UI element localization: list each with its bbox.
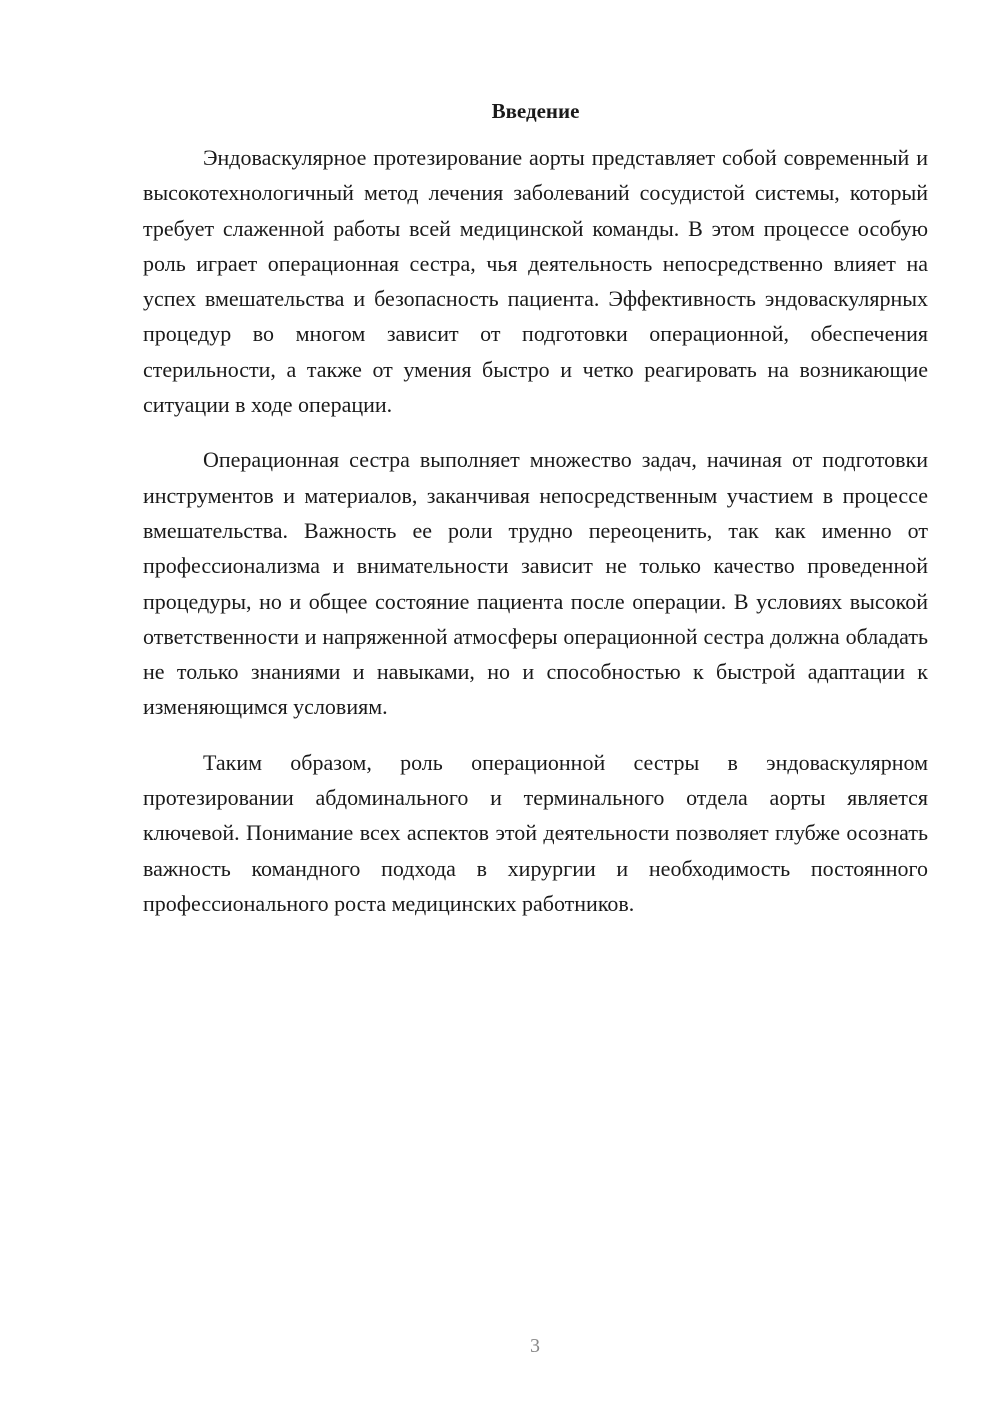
paragraph-3: Таким образом, роль операционной сестры в эндоваскулярном протезировании абдоминального и терминального отдела аорты является ключевой. Понимание всех аспектов этой деятельности позволяет глубже осознать важность командного подхода в хирургии и необходимость постоянного профессионального роста медицинских работников. (143, 749, 928, 916)
paragraph-1: Эндоваскулярное протезирование аорты представляет собой современный и высокотехнологичный метод лечения заболеваний сосудистой системы, который требует слаженной работы всей медицинской команды. В этом процессе особую роль играет операционная сестра, чья деятельность непосредственно влияет на успех вмешательства и безопасность пациента. Эффективность эндоваскулярных процедур во многом зависит от подготовки операционной, обеспечения стерильности, а также от умения быстро и четко реагировать на возникающие ситуации в ходе операции. (143, 145, 928, 418)
page-content (143, 96, 928, 921)
section-heading: Введение (491, 99, 580, 123)
paragraph-2: Операционная сестра выполняет множество задач, начиная от подготовки инструментов и материалов, заканчивая непосредственным участием в процессе вмешательства. Важность ее роли трудно переоценить, так как именно от профессионализма и внимательности зависит не только качество проведенной процедуры, но и общее состояние пациента после операции. В условиях высокой ответственности и напряженной атмосферы операционной сестра должна обладать не только знаниями и навыками, но и способностью к быстрой адаптации к изменяющимся условиям. (143, 447, 928, 720)
page-number: 3 (530, 1335, 540, 1357)
